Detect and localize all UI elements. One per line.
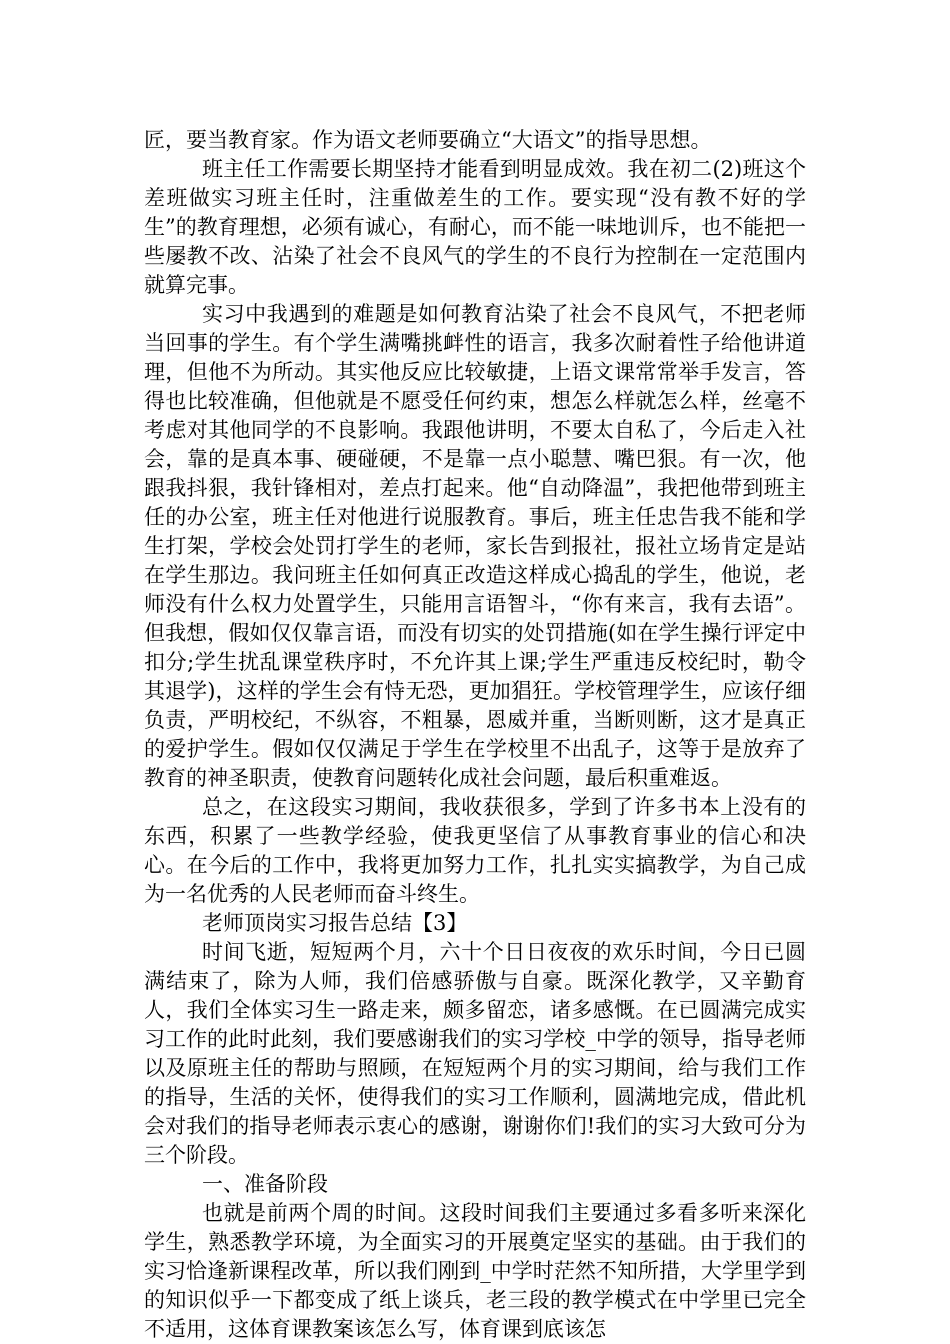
document-page [144,126,806,1344]
paragraph-6: 也就是前两个周的时间。这段时间我们主要通过多看多听来深化学生，熟悉教学环境，为全面实习的开展奠定坚实的基础。由于我们的实习恰逢新课程改革，所以我们刚到_中学时茫然不知所措，大学里学到的知识似乎一下都变成了纸上谈兵，老三段的教学模式在中学里已完全不适用，这体育课教案该怎么写，体育课到底该怎 [144,1201,806,1341]
section-heading-report-3: 老师顶岗实习报告总结【3】 [202,911,468,935]
paragraph-3: 实习中我遇到的难题是如何教育沾染了社会不良风气，不把老师当回事的学生。有个学生满嘴挑衅性的语言，我多次耐着性子给他讲道理，但他不为所动。其实他反应比较敏捷，上语文课常常举手发言，答得也比较准确，但他就是不愿受任何约束，想怎么样就怎么样，丝毫不考虑对其他同学的不良影响。我跟他讲明，不要太自私了，今后走入社会，靠的是真本事、硬碰硬，不是靠一点小聪慧、嘴巴狠。有一次，他跟我抖狠，我针锋相对，差点打起来。他“自动降温”，我把他带到班主任的办公室，班主任对他进行说服教育。事后，班主任忠告我不能和学生打架，学校会处罚打学生的老师，家长告到报社，报社立场肯定是站在学生那边。我问班主任如何真正改造这样成心捣乱的学生，他说，老师没有什么权力处置学生，只能用言语智斗，“你有来言，我有去语”。但我想，假如仅仅靠言语，而没有切实的处罚措施(如在学生操行评定中扣分;学生扰乱课堂秩序时，不允许其上课;学生严重违反校纪时，勒令其退学)，这样的学生会有恃无恐，更加猖狂。学校管理学生，应该仔细负责，严明校纪，不纵容，不粗暴，恩威并重，当断则断，这才是真正的爱护学生。假如仅仅满足于学生在学校里不出乱子，这等于是放弃了教育的神圣职责，使教育问题转化成社会问题，最后积重难返。 [144,302,806,790]
paragraph-2: 班主任工作需要长期坚持才能看到明显成效。我在初二(2)班这个差班做实习班主任时，注重做差生的工作。要实现“没有教不好的学生”的教育理想，必须有诚心，有耐心，而不能一味地训斥，也不能把一些屡教不改、沾染了社会不良风气的学生的不良行为控制在一定范围内就算完事。 [144,157,806,297]
section-heading-preparation: 一、准备阶段 [202,1172,328,1196]
paragraph-5: 时间飞逝，短短两个月，六十个日日夜夜的欢乐时间，今日已圆满结束了，除为人师，我们倍感骄傲与自豪。既深化教学，又辛勤育人，我们全体实习生一路走来，颇多留恋，诸多感慨。在已圆满完成实习工作的此时此刻，我们要感谢我们的实习学校_中学的领导，指导老师以及原班主任的帮助与照顾，在短短两个月的实习期间，给与我们工作的指导，生活的关怀，使得我们的实习工作顺利，圆满地完成，借此机会对我们的指导老师表示衷心的感谢，谢谢你们!我们的实习大致可分为三个阶段。 [144,940,806,1167]
paragraph-4: 总之，在这段实习期间，我收获很多，学到了许多书本上没有的东西，积累了一些教学经验，使我更坚信了从事教育事业的信心和决心。在今后的工作中，我将更加努力工作，扎扎实实搞教学，为自己成为一名优秀的人民老师而奋斗终生。 [144,795,806,906]
paragraph-1: 匠，要当教育家。作为语文老师要确立“大语文”的指导思想。 [144,128,712,152]
